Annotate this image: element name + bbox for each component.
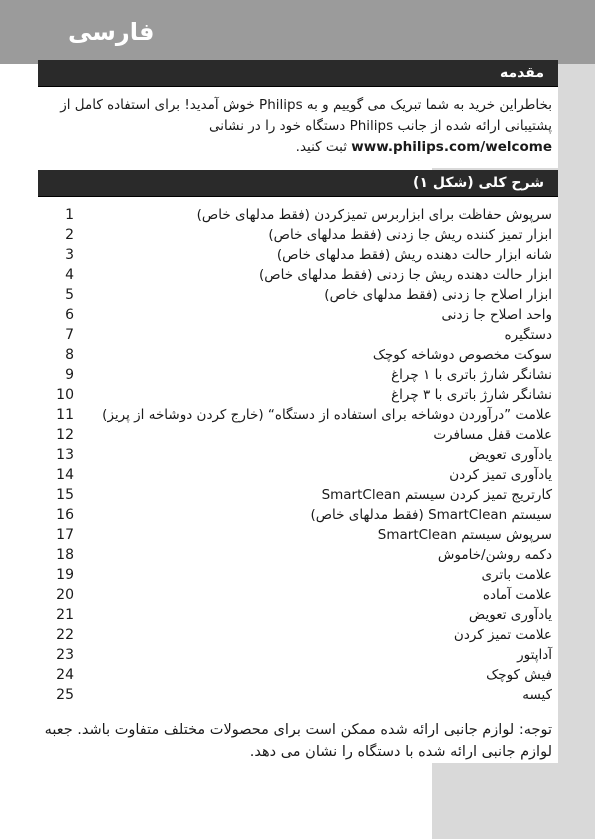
list-item-text: دکمه روشن/خاموش [437, 547, 552, 563]
list-item [38, 225, 558, 245]
list-item-text: سرپوش حفاظت برای ابزاربرس تمیزکردن (فقط مدلهای خاص) [196, 207, 552, 223]
list-item-number: 8 [65, 347, 74, 363]
list-item-number: 18 [56, 547, 74, 563]
list-item-number: 7 [65, 327, 74, 343]
list-item-text: کارتریج تمیز کردن سیستم SmartClean [321, 487, 552, 503]
note-paragraph: توجه: لوازم جانبی ارائه شده ممکن است برای محصولات مختلف متفاوت باشد. جعبه لوازم جانبی ارائه شده با دستگاه را نشان می دهد. [38, 705, 558, 763]
list-item [38, 325, 558, 345]
list-item [38, 645, 558, 665]
list-item [38, 565, 558, 585]
list-item-number: 2 [65, 227, 74, 243]
list-item [38, 345, 558, 365]
intro-text: بخاطراین خرید به شما تبریک می گوییم و به Philips خوش آمدید! برای استفاده کامل از پشتیبانی ارائه شده از جانب Philips دستگاه خود را در نشانی [60, 97, 552, 134]
list-item [38, 605, 558, 625]
list-item-number: 24 [56, 667, 74, 683]
intro-text-end: ثبت کنید. [295, 139, 347, 155]
list-item [38, 285, 558, 305]
list-item-number: 22 [56, 627, 74, 643]
intro-heading: مقدمه [38, 60, 558, 87]
list-item [38, 485, 558, 505]
list-item-number: 21 [56, 607, 74, 623]
list-item [38, 625, 558, 645]
list-item-number: 1 [65, 207, 74, 223]
list-item-text: دستگیره [504, 327, 552, 343]
list-item [38, 365, 558, 385]
list-item [38, 405, 558, 425]
list-item-number: 16 [56, 507, 74, 523]
list-item-number: 12 [56, 427, 74, 443]
list-item [38, 585, 558, 605]
list-item-text: ابزار اصلاح جا زدنی (فقط مدلهای خاص) [324, 287, 552, 303]
list-item-text: کیسه [522, 687, 552, 703]
list-item-text: علامت باتری [481, 567, 552, 583]
list-item-text: ابزار تمیز کننده ریش جا زدنی (فقط مدلهای خاص) [268, 227, 552, 243]
list-item [38, 545, 558, 565]
list-item-text: ابزار حالت دهنده ریش جا زدنی (فقط مدلهای خاص) [259, 267, 552, 283]
list-item [38, 265, 558, 285]
list-item-text: شانه ابزار حالت دهنده ریش (فقط مدلهای خاص) [276, 247, 552, 263]
list-item-number: 15 [56, 487, 74, 503]
list-item-text: علامت آماده [482, 587, 552, 603]
list-item-number: 20 [56, 587, 74, 603]
list-item-number: 5 [65, 287, 74, 303]
list-item-number: 4 [65, 267, 74, 283]
list-item [38, 685, 558, 705]
language-title: فارسی [68, 18, 155, 46]
list-item-number: 19 [56, 567, 74, 583]
list-item [38, 665, 558, 685]
list-item [38, 525, 558, 545]
overview-heading: شرح کلی (شکل ۱) [38, 170, 558, 197]
list-item [38, 445, 558, 465]
list-item [38, 465, 558, 485]
welcome-url-link[interactable]: www.philips.com/welcome [351, 139, 552, 155]
list-item [38, 385, 558, 405]
list-item-number: 10 [56, 387, 74, 403]
list-item-text: فیش کوچک [486, 667, 552, 683]
list-item-text: سوکت مخصوص دوشاخه کوچک [372, 347, 552, 363]
intro-paragraph [38, 87, 558, 168]
list-item [38, 305, 558, 325]
list-item [38, 425, 558, 445]
list-item-number: 11 [56, 407, 74, 423]
list-item-text: سرپوش سیستم SmartClean [377, 527, 552, 543]
list-item-text: یادآوری تعویض [468, 607, 552, 623]
list-item [38, 245, 558, 265]
list-item-text: سیستم SmartClean (فقط مدلهای خاص) [310, 507, 552, 523]
list-item-text: نشانگر شارژ باتری با ۱ چراغ [391, 367, 552, 383]
parts-list [38, 197, 558, 705]
list-item-text: علامت ”درآوردن دوشاخه برای استفاده از دستگاه“ (خارج کردن دوشاخه از پریز) [102, 407, 552, 423]
list-item-number: 23 [56, 647, 74, 663]
list-item-text: نشانگر شارژ باتری با ۳ چراغ [391, 387, 552, 403]
list-item-text: علامت قفل مسافرت [433, 427, 552, 443]
list-item-text: علامت تمیز کردن [453, 627, 552, 643]
list-item-number: 13 [56, 447, 74, 463]
list-item-number: 9 [65, 367, 74, 383]
list-item-text: یادآوری تعویض [468, 447, 552, 463]
list-item-number: 3 [65, 247, 74, 263]
list-item-text: یادآوری تمیز کردن [449, 467, 552, 483]
list-item-number: 25 [56, 687, 74, 703]
page-content [38, 60, 558, 763]
list-item-text: واحد اصلاح جا زدنی [441, 307, 552, 323]
list-item [38, 505, 558, 525]
list-item-number: 17 [56, 527, 74, 543]
list-item-number: 6 [65, 307, 74, 323]
list-item [38, 205, 558, 225]
list-item-number: 14 [56, 467, 74, 483]
list-item-text: آداپتور [517, 647, 552, 663]
